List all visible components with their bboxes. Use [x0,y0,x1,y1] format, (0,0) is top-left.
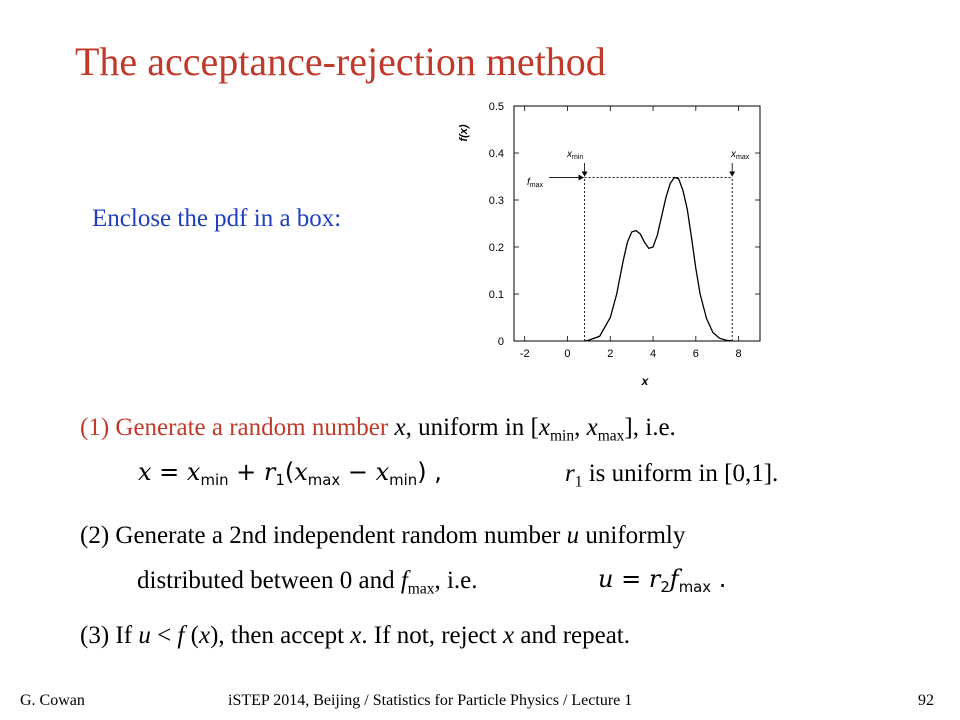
step3-x1: x [198,622,211,649]
eq2-u: u [598,565,614,593]
footer-course: iSTEP 2014, Beijing / Statistics for Particle Physics / Lecture 1 [228,692,633,709]
step1-max-sub: max [597,427,625,445]
svg-text:xmin [566,149,583,161]
eq2-dot: . [711,565,727,593]
xmax-sub: max [736,154,750,161]
intro-text: Enclose the pdf in a box: [92,205,342,232]
y-tick-label: 0.4 [488,148,504,160]
step2-line2: distributed between 0 and [137,567,401,594]
r1-sub: 1 [574,473,583,491]
x-axis-label: x [641,374,649,388]
footer-page-number: 92 [918,692,934,709]
step2-f: f [400,567,408,594]
eq1-r-sub: 1 [275,471,285,490]
xmax-arrowhead [729,171,735,176]
step1-xmin: x [538,414,550,441]
step1-var: x [394,414,406,441]
svg-text:fmax [527,177,544,189]
step2-line1: (2) Generate a 2nd independent random number [80,522,567,549]
step3-e: . If not, reject [361,622,503,649]
xmin-arrowhead [582,171,588,176]
x-tick-label: 8 [735,348,742,360]
step3-x2: x [350,622,362,649]
step2-line1-end: uniformly [579,522,686,549]
eq1-min2: min [389,471,418,490]
step2-u: u [566,522,580,549]
eq1-open: ( [284,458,295,486]
x-tick-label: 6 [692,348,699,360]
step1-comma: , [574,414,587,441]
step2-f-sub: max [407,580,435,598]
step3-f2: and repeat. [514,622,630,649]
xmax-label: x [731,149,736,160]
plot-frame [514,106,760,341]
x-tick-label: 2 [607,348,614,360]
step3-f: f [177,622,185,649]
x-tick-label: 4 [649,348,657,360]
r1-description [565,460,778,491]
step1-prefix: (1) Generate a random number [80,414,395,441]
y-tick-label: 0.3 [488,195,504,207]
eq1-plus: + [228,458,264,486]
step3-u: u [138,622,151,649]
step-1-text [80,414,676,445]
step3-c: ( [184,622,199,649]
eq2-eq: = [613,565,649,593]
fmax-label: f [527,177,530,188]
step1-min-sub: min [550,427,575,445]
eq2-f-sub: max [678,578,712,597]
step2-ie: , i.e. [434,567,478,594]
svg-text:xmax [730,149,750,161]
footer-author: G. Cowan [20,692,85,709]
fmax-arrowhead [579,174,584,180]
eq1-x: x [138,458,152,486]
step3-d: ), then accept [210,622,351,649]
eq1-max: max [307,471,341,490]
r1-text: is uniform in [0,1]. [582,460,779,487]
pdf-chart [445,95,775,400]
eq1-minus: − [340,458,376,486]
eq2-r: r [648,565,661,593]
xmin-sub: min [572,154,584,161]
step-2-line-2 [137,567,478,598]
step1-xmax: x [586,414,598,441]
y-tick-label: 0.2 [488,242,504,254]
xmin-arrow [566,149,585,176]
step3-a: (3) If [80,622,139,649]
equation-2 [598,565,726,596]
fmax-sub: max [529,182,544,189]
eq2-r-sub: 2 [660,578,670,597]
eq1-comma: , [426,458,442,486]
eq2-f: f [669,565,679,593]
eq1-xmin: x [186,458,201,486]
fmax-arrow [527,177,584,189]
x-tick-label: 0 [564,348,571,360]
eq1-r: r [263,458,276,486]
step-3-text [80,622,630,650]
slide-title: The acceptance-rejection method [75,39,606,84]
step1-mid: , uniform in [ [405,414,539,441]
pdf-curve [585,177,733,341]
y-tick-label: 0 [497,336,504,348]
x-tick-label: -2 [519,348,530,360]
step3-x3: x [502,622,515,649]
step-2-line-1 [80,522,685,550]
y-tick-label: 0.1 [488,289,504,301]
step1-suffix: ], i.e. [624,414,676,441]
step3-b: < [150,622,178,649]
eq1-close: ) [417,458,427,486]
r1-var: r [565,460,575,487]
eq1-min: min [200,471,229,490]
y-axis-label: f(x) [458,124,470,142]
xmin-label: x [567,149,572,160]
y-tick-label: 0.5 [488,101,504,113]
equation-1 [138,458,442,489]
eq1-eq: = [151,458,187,486]
eq1-xmin2: x [375,458,390,486]
eq1-xmax: x [294,458,308,486]
